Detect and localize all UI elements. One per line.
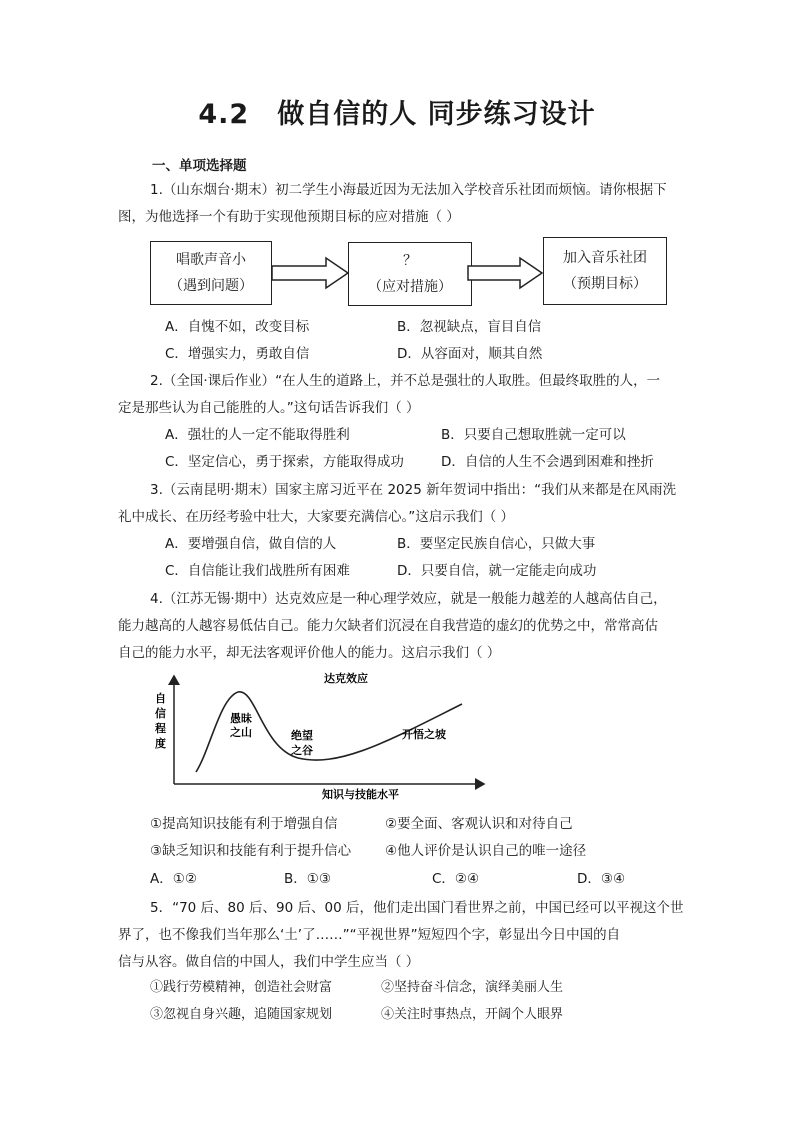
q4-statement-4: ④他人评价是认识自己的唯一途径	[385, 843, 587, 859]
q1-stem-line2: 图，为他选择一个有助于实现他预期目标的应对措施（ ）	[118, 209, 460, 225]
q4-option-c[interactable]: C．②④	[432, 871, 480, 887]
q5-stem-line3: 信与从容。做自信的中国人，我们中学生应当（ ）	[118, 954, 420, 970]
y-label-4: 度	[155, 737, 166, 750]
q3-option-c[interactable]: C．自信能让我们战胜所有困难	[165, 563, 350, 579]
y-label-3: 程	[155, 722, 166, 735]
q1-option-b[interactable]: B．忽视缺点，盲目自信	[397, 319, 542, 335]
valley-label-1: 绝望	[291, 729, 313, 742]
y-label-1: 自	[155, 692, 166, 705]
title-number: 4.2	[198, 99, 250, 130]
q4-stem-line3: 自己的能力水平，却无法客观评价他人的能力。这启示我们（ ）	[118, 645, 501, 661]
flow-box-problem-line1: 唱歌声音小	[176, 252, 246, 268]
q4-statement-3: ③缺乏知识和技能有利于提升信心	[150, 843, 352, 859]
q5-statement-1: ①践行劳模精神，创造社会财富	[150, 980, 333, 995]
q1-stem-line1: 1.（山东烟台·期末）初二学生小海最近因为无法加入学校音乐社团而烦恼。请你根据下	[150, 182, 667, 198]
peak-label-2: 之山	[230, 726, 252, 739]
y-label-2: 信	[155, 707, 166, 720]
q2-option-c[interactable]: C．坚定信心，勇于探索，方能取得成功	[165, 454, 404, 470]
flow-box-goal-line1: 加入音乐社团	[563, 250, 647, 266]
flow-box-measure-line2: （应对措施）	[368, 279, 452, 295]
q4-option-a[interactable]: A．①②	[150, 871, 197, 887]
dunning-kruger-diagram	[150, 670, 500, 802]
q2-option-d[interactable]: D．自信的人生不会遇到困难和挫折	[441, 454, 654, 470]
q2-stem-line1: 2.（全国·课后作业）“在人生的道路上，并不总是强壮的人取胜。但最终取胜的人，一	[150, 373, 661, 389]
q2-option-a[interactable]: A．强壮的人一定不能取得胜利	[165, 427, 350, 443]
q1-option-a[interactable]: A．自愧不如，改变目标	[165, 319, 310, 335]
q5-stem-line2: 界了，也不像我们当年那么‘土’了……”“平视世界”短短四个字，彰显出今日中国的自	[118, 927, 621, 943]
flow-box-measure	[348, 242, 472, 306]
title-text: 做自信的人 同步练习设计	[277, 99, 596, 130]
flow-box-measure-line1: ？	[403, 253, 417, 269]
chart-title: 达克效应	[324, 672, 368, 685]
q5-statement-3: ③忽视自身兴趣，追随国家规划	[150, 1007, 333, 1022]
q3-stem-line2: 礼中成长、在历经考验中壮大，大家要充满信心。”这启示我们（ ）	[118, 509, 515, 525]
flow-box-problem	[150, 241, 272, 305]
peak-label-1: 愚昧	[230, 712, 252, 725]
q3-stem-line1: 3.（云南昆明·期末）国家主席习近平在 2025 新年贺词中指出：“我们从来都是在风雨洗	[150, 482, 677, 498]
q4-stem-line2: 能力越高的人越容易低估自己。能力欠缺者们沉浸在自我营造的虚幻的优势之中，常常高估	[118, 618, 658, 634]
q3-option-d[interactable]: D．只要自信，就一定能走向成功	[397, 563, 597, 579]
x-axis-label: 知识与技能水平	[322, 788, 399, 801]
flow-arrow-1-icon	[270, 256, 352, 290]
q1-option-c[interactable]: C．增强实力，勇敢自信	[165, 346, 310, 362]
q5-statement-2: ②坚持奋斗信念，演绎美丽人生	[381, 980, 564, 995]
section-heading: 一、单项选择题	[152, 158, 247, 174]
q2-option-b[interactable]: B．只要自己想取胜就一定可以	[441, 427, 626, 443]
q5-statement-4: ④关注时事热点，开阔个人眼界	[381, 1007, 564, 1022]
flow-box-problem-line2: （遇到问题）	[169, 278, 253, 294]
q2-stem-line2: 定是那些认为自己能胜的人。”这句话告诉我们（ ）	[118, 400, 420, 416]
q1-option-d[interactable]: D．从容面对，顺其自然	[397, 346, 543, 362]
q3-option-b[interactable]: B．要坚定民族自信心，只做大事	[397, 536, 596, 552]
flow-box-goal	[543, 237, 667, 305]
flow-box-goal-line2: （预期目标）	[563, 276, 647, 292]
slope-label: 开悟之坡	[402, 728, 446, 741]
q4-statement-2: ②要全面、客观认识和对待自己	[385, 816, 573, 832]
page-title	[0, 92, 794, 131]
q4-option-b[interactable]: B．①③	[284, 871, 331, 887]
q3-option-a[interactable]: A．要增强自信，做自信的人	[165, 536, 337, 552]
flow-arrow-2-icon	[466, 256, 546, 290]
valley-label-2: 之谷	[291, 744, 313, 757]
q4-stem-line1: 4.（江苏无锡·期中）达克效应是一种心理学效应，就是一般能力越差的人越高估自己，	[150, 591, 667, 607]
q4-option-d[interactable]: D．③④	[577, 871, 626, 887]
q5-stem-line1: 5．“70 后、80 后、90 后、00 后，他们走出国门看世界之前，中国已经可以平视这个世	[150, 900, 684, 916]
q4-statement-1: ①提高知识技能有利于增强自信	[150, 816, 338, 832]
